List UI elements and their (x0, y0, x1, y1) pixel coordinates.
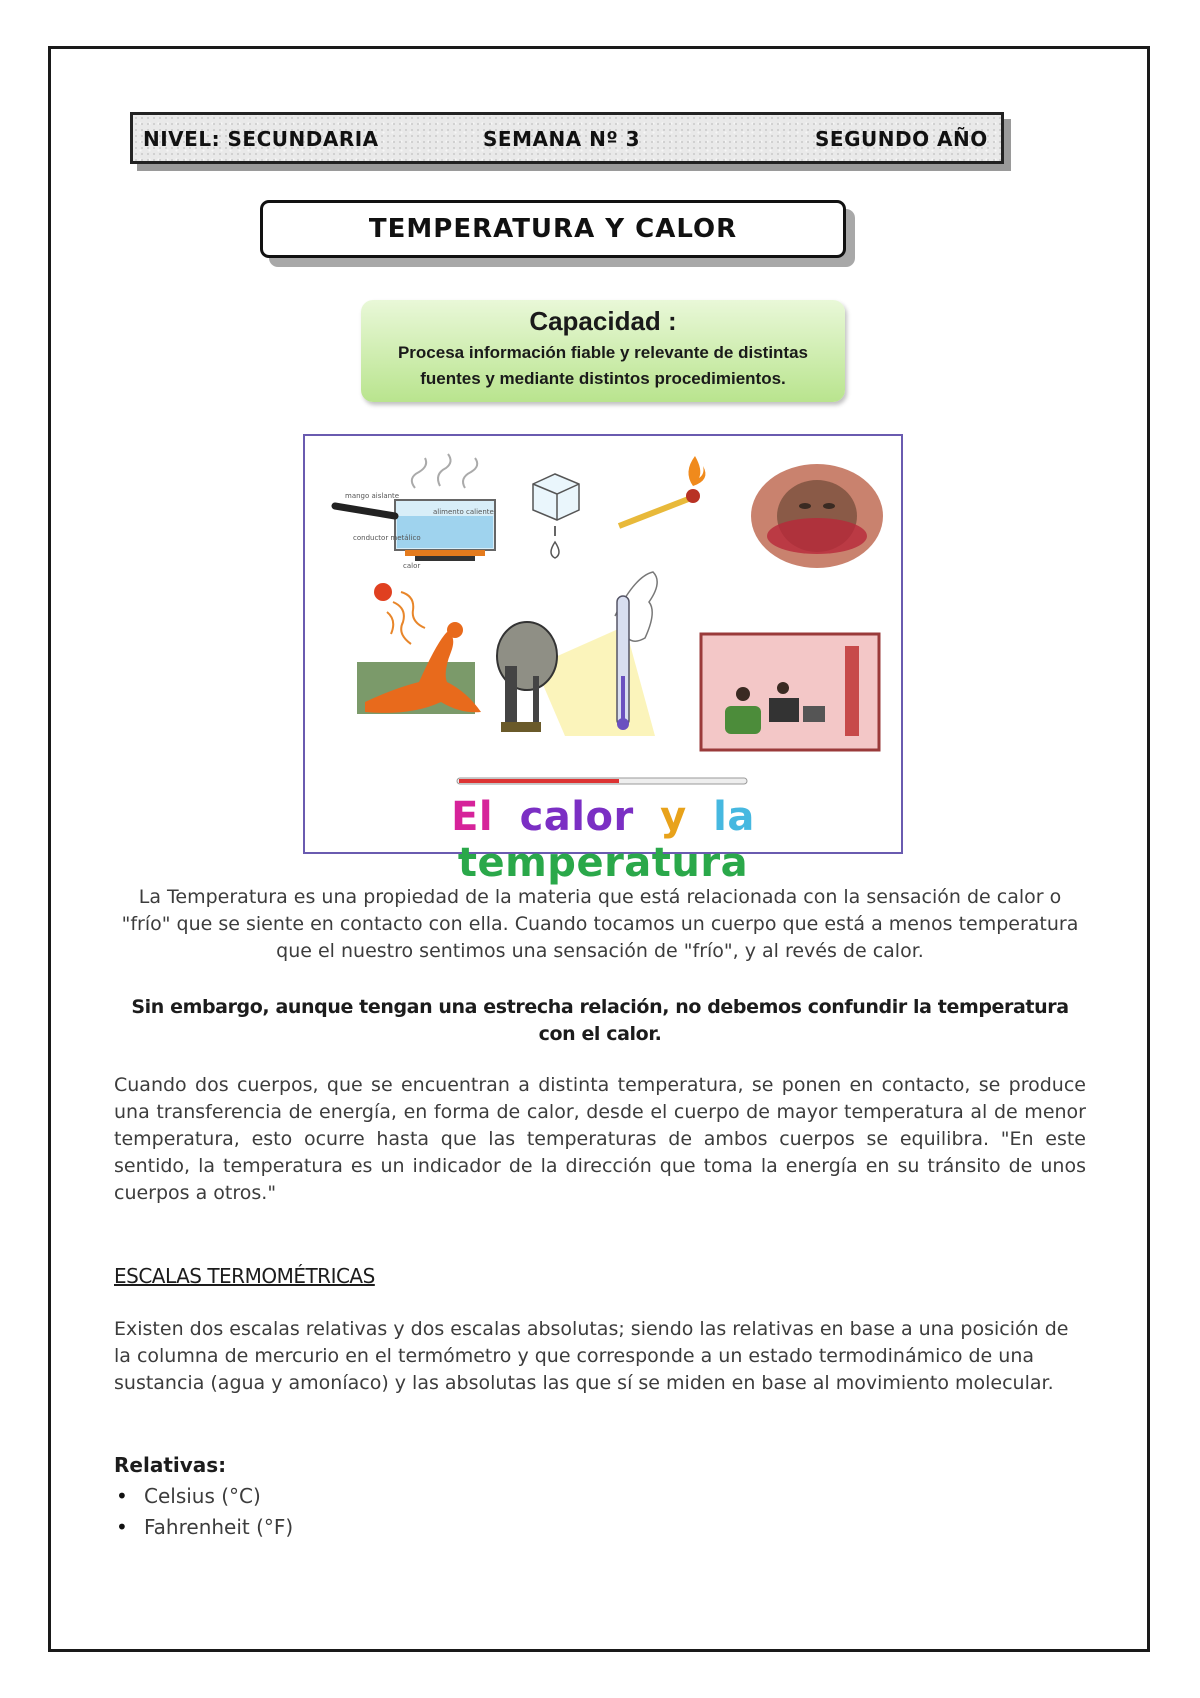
paragraph-heat-transfer: Cuando dos cuerpos, que se encuentran a distinta temperatura, se ponen en contacto, se produce una transferencia de energía, en forma de calor, desde el cuerpo de mayor temperatura al de menor temperatura, esto ocurre hasta que las temperaturas de ambos cuerpos se equilibra. "En este sentido, la temperatura es un indicador de la dirección que toma la energía en su tránsito de unos cuerpos a otros." (114, 1074, 1086, 1204)
heat-illustration (303, 434, 903, 886)
thermometer-bar-icon (457, 778, 747, 784)
caption-word: temperatura (457, 840, 749, 886)
illustration-caption (305, 794, 901, 886)
lit-match-icon (619, 456, 705, 526)
list-item: • Fahrenheit (°F) (114, 1512, 293, 1543)
heated-room-icon (701, 634, 879, 750)
capacity-title: Capacidad : (529, 306, 677, 336)
section-title-scales: ESCALAS TERMOMÉTRICAS (114, 1264, 375, 1288)
pan-heating-icon (335, 454, 495, 570)
grade-label: SEGUNDO AÑO (815, 127, 988, 151)
illustration-graphics (305, 436, 901, 852)
pan-label-heat: calor (403, 562, 421, 570)
paragraph-scales-intro: Existen dos escalas relativas y dos escalas absolutas; siendo las relativas en base a una posición de la columna de mercurio en el termómetro y que corresponde a un estado termodinámico de una sustancia (agua y amoníaco) y las absolutas las que sí se miden en base al movimiento molecular. (114, 1318, 1069, 1394)
face-photo (751, 464, 883, 568)
paragraph-warning: Sin embargo, aunque tengan una estrecha relación, no debemos confundir la temperatura con el calor. (131, 996, 1069, 1045)
caption-word: la (713, 794, 755, 840)
caption-word: y (660, 794, 687, 840)
pan-label-food: alimento caliente (433, 508, 494, 516)
capacity-box (361, 300, 845, 402)
pan-label-conductor: conductor metálico (353, 534, 421, 542)
caption-word: El (451, 794, 494, 840)
list-item: • Celsius (°C) (114, 1481, 293, 1512)
sunbather-icon (357, 583, 481, 714)
week-label: SEMANA Nº 3 (483, 127, 641, 151)
level-label: NIVEL: SECUNDARIA (143, 127, 379, 151)
pan-label-handle: mango aislante (345, 492, 400, 500)
capacity-line-2: fuentes y mediante distintos procedimientos. (420, 369, 786, 388)
page-title: TEMPERATURA Y CALOR (260, 200, 846, 258)
paragraph-temperature-definition: La Temperatura es una propiedad de la materia que está relacionada con la sensación de calor o "frío" que se siente en contacto con ella. Cuando tocamos un cuerpo que está a menos temperatura que el nuestro sentimos una sensación de "frío", y al revés de calor. (121, 886, 1079, 962)
caption-word: calor (519, 794, 634, 840)
ice-cube-icon (533, 474, 579, 558)
capacity-text (361, 340, 845, 392)
header-banner (130, 112, 1004, 164)
capacity-line-1: Procesa información fiable y relevante de distintas (397, 343, 809, 362)
relative-scales-heading: Relativas: (114, 1453, 227, 1477)
relative-scales-list (114, 1450, 293, 1543)
